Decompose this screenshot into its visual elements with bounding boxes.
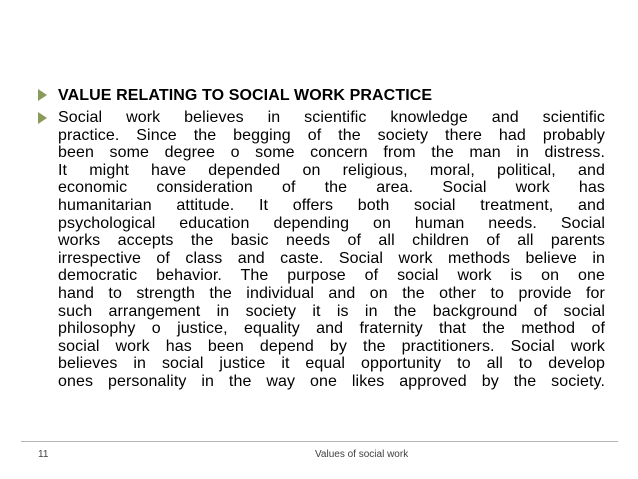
body-line: works accepts the basic needs of all children of all parents <box>58 232 605 250</box>
body-line: irrespective of class and caste. Social work methods believe in <box>58 249 605 267</box>
body-line: democratic behavior. The purpose of social work is on one <box>58 267 605 285</box>
body-line: such arrangement in society it is in the background of social <box>58 302 605 320</box>
bullet-heading <box>38 86 605 106</box>
bullet-body <box>38 109 605 391</box>
body-line: philosophy o justice, equality and fraternity that the method of <box>58 320 605 338</box>
body-line: social work has been depend by the practitioners. Social work <box>58 337 605 355</box>
body-line: practice. Since the begging of the society there had probably <box>58 126 605 144</box>
body-line: psychological education depending on human needs. Social <box>58 214 605 232</box>
body-line: ones personality in the way one likes approved by the society. <box>58 372 605 390</box>
body-line: hand to strength the individual and on the other to provide for <box>58 284 605 302</box>
footer-divider <box>21 441 618 442</box>
page-number: 11 <box>38 449 49 460</box>
body-line: believes in social justice it equal opportunity to all to develop <box>58 355 605 373</box>
bullet-arrow-icon <box>38 89 47 101</box>
body-line: It might have depended on religious, moral, political, and <box>58 161 605 179</box>
body-paragraph <box>58 109 605 391</box>
body-line: been some degree o some concern from the man in distress. <box>58 144 605 162</box>
body-line: economic consideration of the area. Social work has <box>58 179 605 197</box>
footer-title: Values of social work <box>315 449 409 460</box>
heading-text: VALUE RELATING TO SOCIAL WORK PRACTICE <box>58 87 433 104</box>
bullet-arrow-icon <box>38 112 47 124</box>
body-line: humanitarian attitude. It offers both social treatment, and <box>58 196 605 214</box>
body-line: Social work believes in scientific knowledge and scientific <box>58 109 605 126</box>
slide-content <box>38 86 605 391</box>
